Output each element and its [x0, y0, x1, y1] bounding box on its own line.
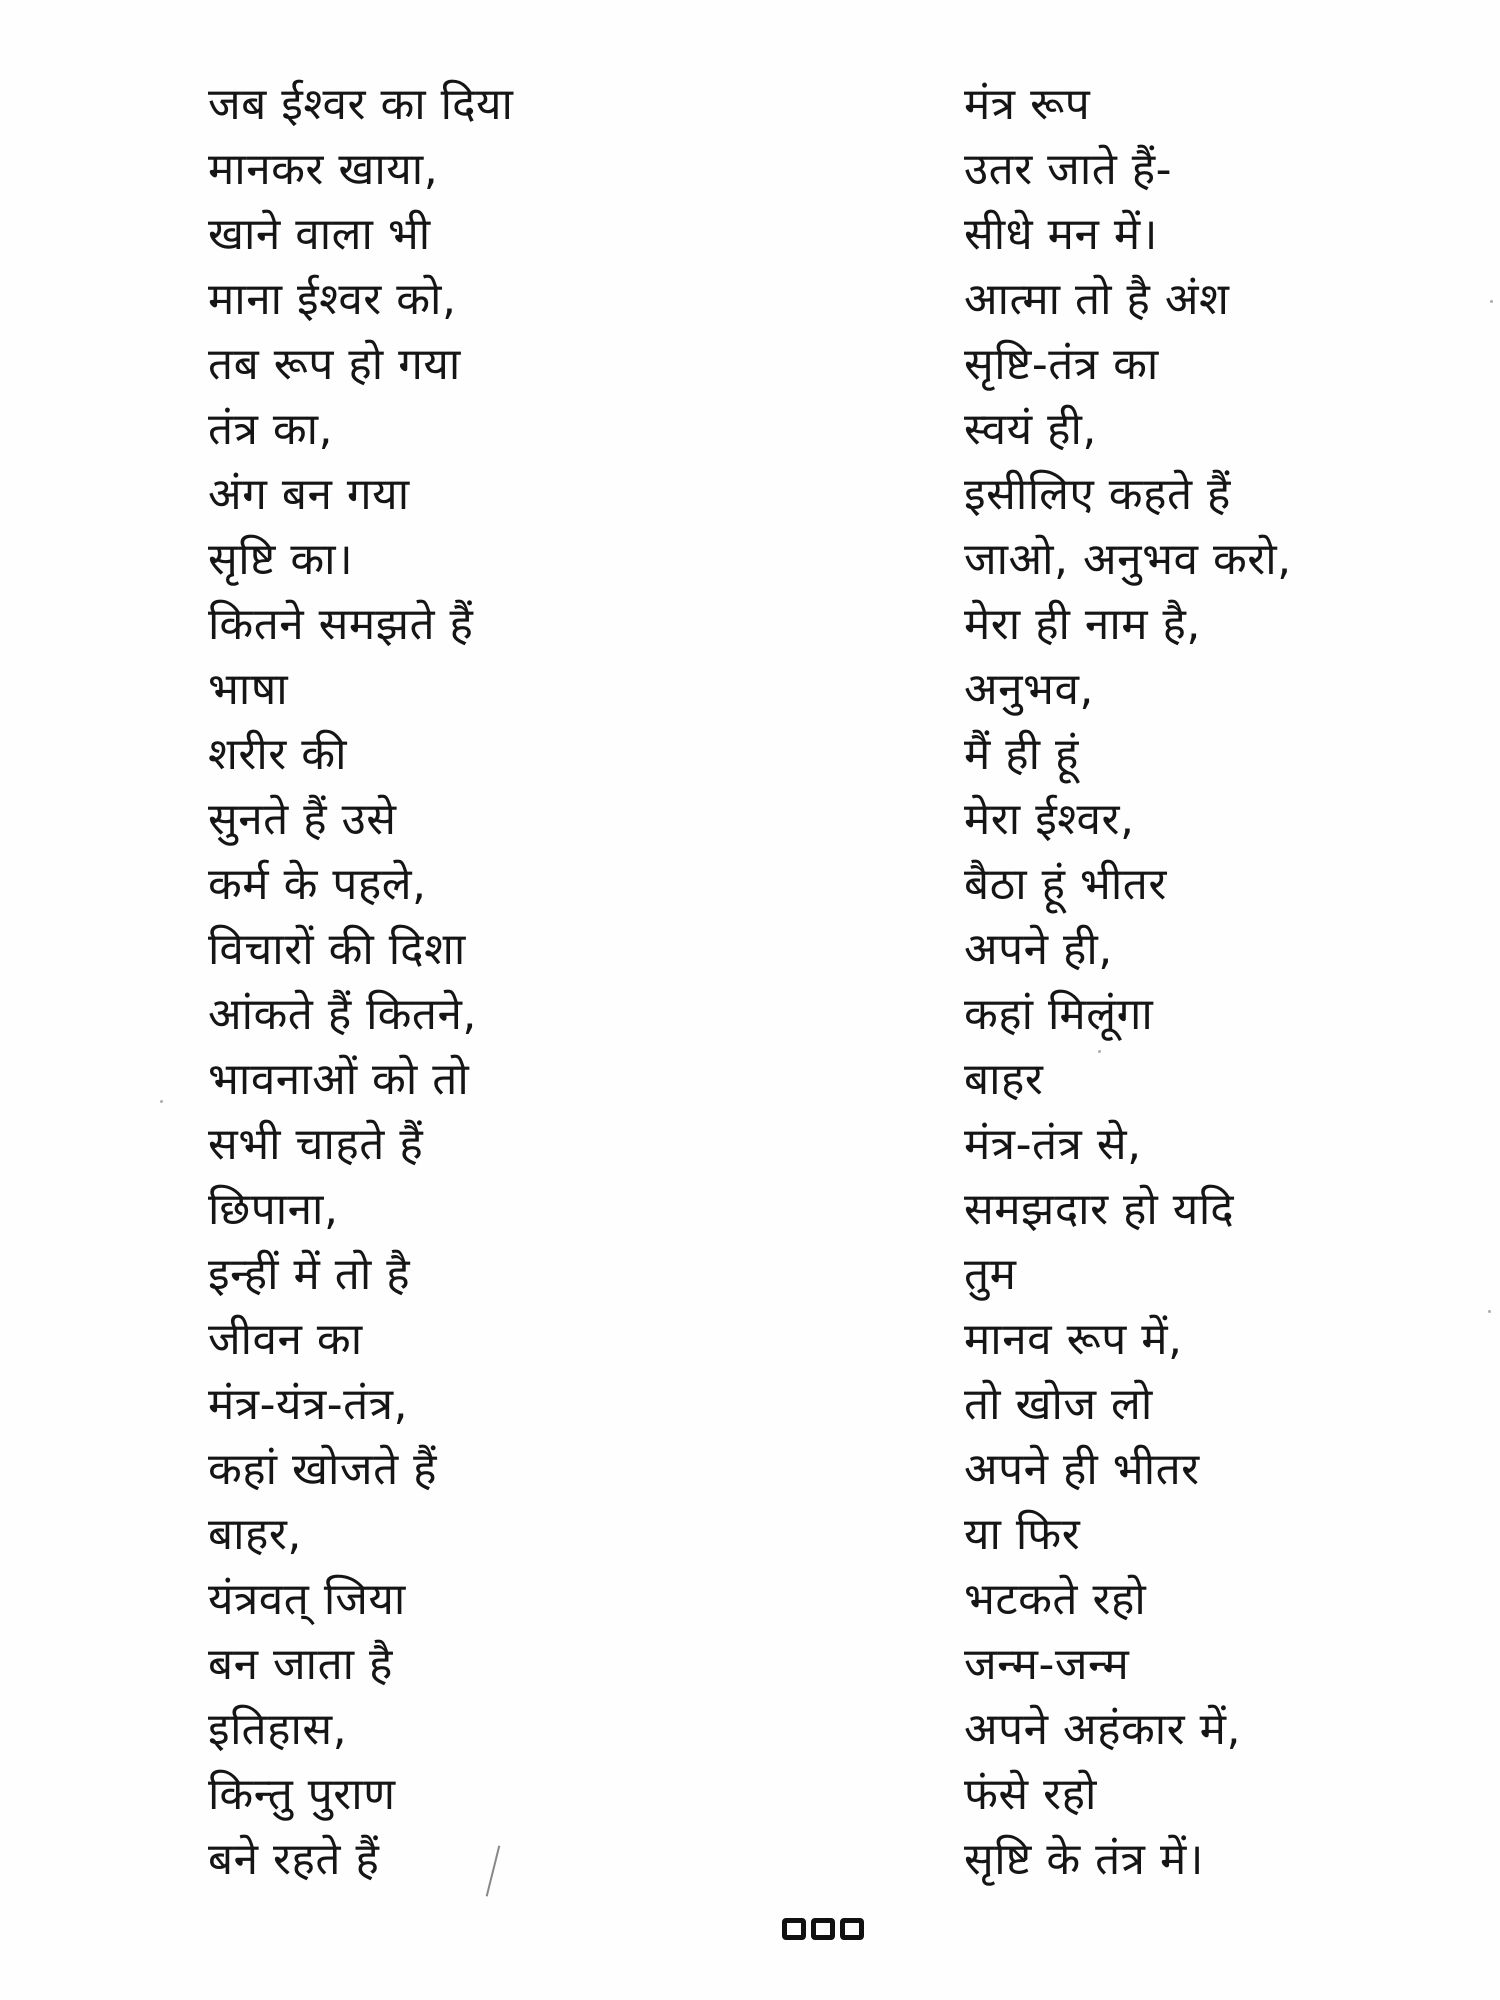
poem-line: भाषा	[208, 664, 289, 715]
poem-line: बाहर	[964, 1054, 1044, 1105]
poem-line: मंत्र-यंत्र-तंत्र,	[208, 1379, 409, 1430]
poem-line: उतर जाते हैं-	[964, 144, 1173, 195]
scan-speck	[1098, 1050, 1101, 1053]
poem-right-column	[964, 72, 1484, 1892]
scan-speck	[160, 1100, 163, 1103]
poem-line: इतिहास,	[208, 1704, 348, 1755]
poem-line: आत्मा तो है अंश	[964, 274, 1230, 325]
poem-line: यंत्रवत् जिया	[208, 1574, 406, 1625]
poem-line: तुम	[964, 1249, 1017, 1300]
poem-line: सृष्टि-तंत्र का	[964, 339, 1159, 390]
poem-line: या फिर	[964, 1509, 1081, 1560]
poem-line: सृष्टि के तंत्र में।	[964, 1834, 1204, 1885]
poem-line: जाओ, अनुभव करो,	[964, 534, 1292, 585]
poem-line: अनुभव,	[964, 664, 1094, 715]
poem-line: सीधे मन में।	[964, 209, 1158, 260]
poem-left-column	[208, 72, 748, 1892]
poem-line: खाने वाला भी	[208, 209, 431, 260]
poem-line: कर्म के पहले,	[208, 859, 427, 910]
poem-line: तब रूप हो गया	[208, 339, 461, 390]
poem-line: आंकते हैं कितने,	[208, 989, 477, 1040]
poem-line: छिपाना,	[208, 1184, 339, 1235]
poem-line: माना ईश्वर को,	[208, 274, 457, 325]
poem-line: तो खोज लो	[964, 1379, 1153, 1430]
poem-line: मेरा ही नाम है,	[964, 599, 1201, 650]
poem-line: मंत्र रूप	[964, 79, 1091, 130]
poem-line: इसीलिए कहते हैं	[964, 469, 1231, 520]
poem-line: स्वयं ही,	[964, 404, 1097, 455]
poem-line: विचारों की दिशा	[208, 924, 466, 975]
poem-line: किन्तु पुराण	[208, 1769, 396, 1820]
poem-line: अपने ही,	[964, 924, 1113, 975]
poem-line: मैं ही हूं	[964, 729, 1079, 780]
poem-line: भटकते रहो	[964, 1574, 1147, 1625]
scan-speck	[1490, 300, 1493, 303]
poem-line: मानकर खाया,	[208, 144, 439, 195]
poem-line: मेरा ईश्वर,	[964, 794, 1135, 845]
poem-line: शरीर की	[208, 729, 347, 780]
end-box-icon	[840, 1918, 864, 1940]
poem-line: अपने ही भीतर	[964, 1444, 1200, 1495]
poem-line: सृष्टि का।	[208, 534, 354, 585]
end-mark-boxes	[782, 1918, 864, 1940]
poem-line: बैठा हूं भीतर	[964, 859, 1167, 910]
poem-line: तंत्र का,	[208, 404, 334, 455]
poem-line: कहां खोजते हैं	[208, 1444, 438, 1495]
end-box-icon	[811, 1918, 835, 1940]
poem-line: सुनते हैं उसे	[208, 794, 397, 845]
poem-line: समझदार हो यदि	[964, 1184, 1235, 1235]
poem-line: बने रहते हैं	[208, 1834, 380, 1885]
poem-line: फंसे रहो	[964, 1769, 1097, 1820]
poem-line: इन्हीं में तो है	[208, 1249, 411, 1300]
poem-line: अंग बन गया	[208, 469, 410, 520]
poem-line: मंत्र-तंत्र से,	[964, 1119, 1142, 1170]
poem-line: मानव रूप में,	[964, 1314, 1183, 1365]
poem-line: जब ईश्वर का दिया	[208, 79, 514, 130]
end-box-icon	[782, 1918, 806, 1940]
poem-line: कितने समझते हैं	[208, 599, 474, 650]
poem-line: कहां मिलूंगा	[964, 989, 1154, 1040]
poem-line: बन जाता है	[208, 1639, 393, 1690]
scan-speck	[1488, 1310, 1491, 1313]
poem-line: बाहर,	[208, 1509, 302, 1560]
poem-line: जन्म-जन्म	[964, 1639, 1130, 1690]
poem-line: भावनाओं को तो	[208, 1054, 470, 1105]
poem-line: जीवन का	[208, 1314, 363, 1365]
poem-line: सभी चाहते हैं	[208, 1119, 424, 1170]
poem-line: अपने अहंकार में,	[964, 1704, 1241, 1755]
